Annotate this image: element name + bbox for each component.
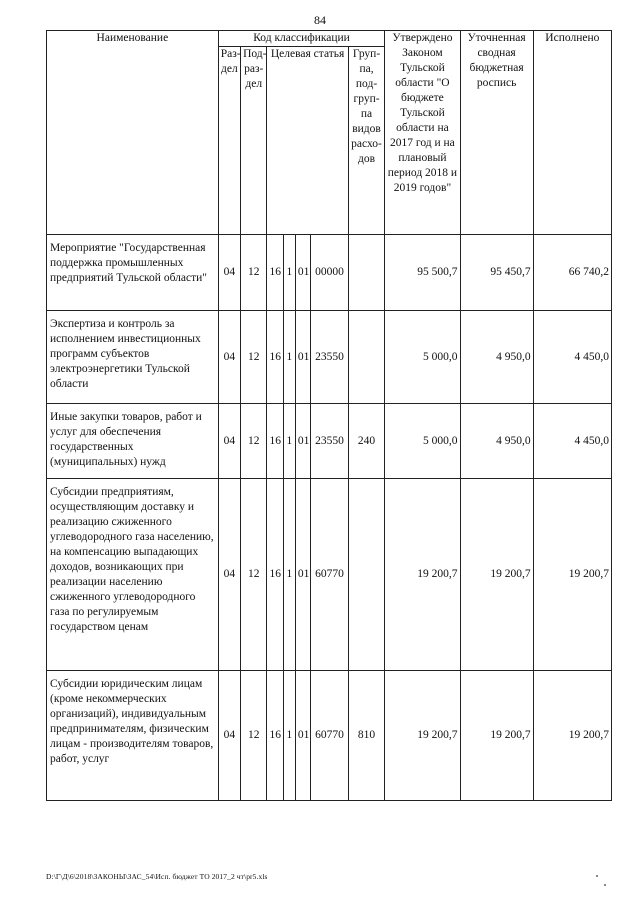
row-name: Экспертиза и контроль за исполнением инвестиционных программ субъектов электроэнергетики Тульской области xyxy=(47,311,219,404)
table-row xyxy=(47,671,612,801)
table-row xyxy=(47,479,612,671)
row-section: 04 xyxy=(218,479,240,671)
row-target-part: 01 xyxy=(295,671,310,801)
table-row xyxy=(47,404,612,479)
row-subsection: 12 xyxy=(241,235,267,311)
row-expense-group xyxy=(348,479,385,671)
row-target-part: 60770 xyxy=(311,671,349,801)
row-refined: 4 950,0 xyxy=(460,404,533,479)
row-section: 04 xyxy=(218,404,240,479)
row-subsection: 12 xyxy=(241,671,267,801)
row-executed: 19 200,7 xyxy=(533,671,611,801)
row-refined: 95 450,7 xyxy=(460,235,533,311)
row-target-part: 23550 xyxy=(311,404,349,479)
row-refined: 19 200,7 xyxy=(460,479,533,671)
row-target-part: 1 xyxy=(283,235,295,311)
row-target-part: 01 xyxy=(295,235,310,311)
row-section: 04 xyxy=(218,235,240,311)
row-target-part: 16 xyxy=(267,404,283,479)
row-subsection: 12 xyxy=(241,311,267,404)
row-executed: 4 450,0 xyxy=(533,311,611,404)
row-name: Иные закупки товаров, работ и услуг для обеспечения государственных (муниципальных) нужд xyxy=(47,404,219,479)
row-target-part: 16 xyxy=(267,235,283,311)
row-target-part: 60770 xyxy=(311,479,349,671)
row-section: 04 xyxy=(218,311,240,404)
row-approved: 5 000,0 xyxy=(385,404,460,479)
scan-speck xyxy=(596,875,598,877)
table-row xyxy=(47,311,612,404)
row-target-part: 1 xyxy=(283,404,295,479)
header-approved: Утверждено Законом Тульской области "О бюджете Тульской области на 2017 год и на плановый период 2018 и 2019 годов" xyxy=(385,31,460,235)
row-target-part: 01 xyxy=(295,479,310,671)
row-expense-group: 810 xyxy=(348,671,385,801)
row-target-part: 1 xyxy=(283,671,295,801)
header-target: Целевая статья xyxy=(267,47,348,235)
header-executed: Исполнено xyxy=(533,31,611,235)
header-name: Наименование xyxy=(47,31,219,235)
row-expense-group: 240 xyxy=(348,404,385,479)
header-expense-group: Груп-па, под-груп-па видов расхо-дов xyxy=(348,47,385,235)
budget-table xyxy=(46,30,612,801)
row-approved: 19 200,7 xyxy=(385,479,460,671)
row-name: Субсидии юридическим лицам (кроме некоммерческих организаций), индивидуальным предпринимателям, физическим лицам - производителям товаров, работ, услуг xyxy=(47,671,219,801)
row-target-part: 23550 xyxy=(311,311,349,404)
row-target-part: 16 xyxy=(267,311,283,404)
row-name: Мероприятие "Государственная поддержка промышленных предприятий Тульской области" xyxy=(47,235,219,311)
row-expense-group xyxy=(348,235,385,311)
scan-speck xyxy=(604,884,606,886)
row-target-part: 01 xyxy=(295,404,310,479)
row-executed: 4 450,0 xyxy=(533,404,611,479)
page-number: 84 xyxy=(314,13,326,27)
row-target-part: 16 xyxy=(267,671,283,801)
row-refined: 19 200,7 xyxy=(460,671,533,801)
row-executed: 66 740,2 xyxy=(533,235,611,311)
header-section: Раз-дел xyxy=(218,47,240,235)
row-expense-group xyxy=(348,311,385,404)
row-target-part: 00000 xyxy=(311,235,349,311)
table-row xyxy=(47,235,612,311)
row-approved: 95 500,7 xyxy=(385,235,460,311)
header-subsection: Под-раз-дел xyxy=(241,47,267,235)
row-executed: 19 200,7 xyxy=(533,479,611,671)
header-refined: Уточненная сводная бюджетная роспись xyxy=(460,31,533,235)
row-approved: 5 000,0 xyxy=(385,311,460,404)
header-classification: Код классификации xyxy=(218,31,385,47)
row-name: Субсидии предприятиям, осуществляющим доставку и реализацию сжиженного углеводородного газа населению, на компенсацию выпадающих доходов, возникающих при реализации населению сжиженного углеводородного газа по регулируемым государством ценам xyxy=(47,479,219,671)
footer-file-path: D:\Г\Д\6\2018\ЗАКОНЫ\ЗАС_54\Исп. бюджет ТО 2017_2 чт\pr5.xls xyxy=(46,872,268,881)
row-refined: 4 950,0 xyxy=(460,311,533,404)
row-subsection: 12 xyxy=(241,404,267,479)
row-subsection: 12 xyxy=(241,479,267,671)
row-target-part: 1 xyxy=(283,311,295,404)
row-target-part: 01 xyxy=(295,311,310,404)
row-target-part: 16 xyxy=(267,479,283,671)
row-target-part: 1 xyxy=(283,479,295,671)
row-section: 04 xyxy=(218,671,240,801)
row-approved: 19 200,7 xyxy=(385,671,460,801)
